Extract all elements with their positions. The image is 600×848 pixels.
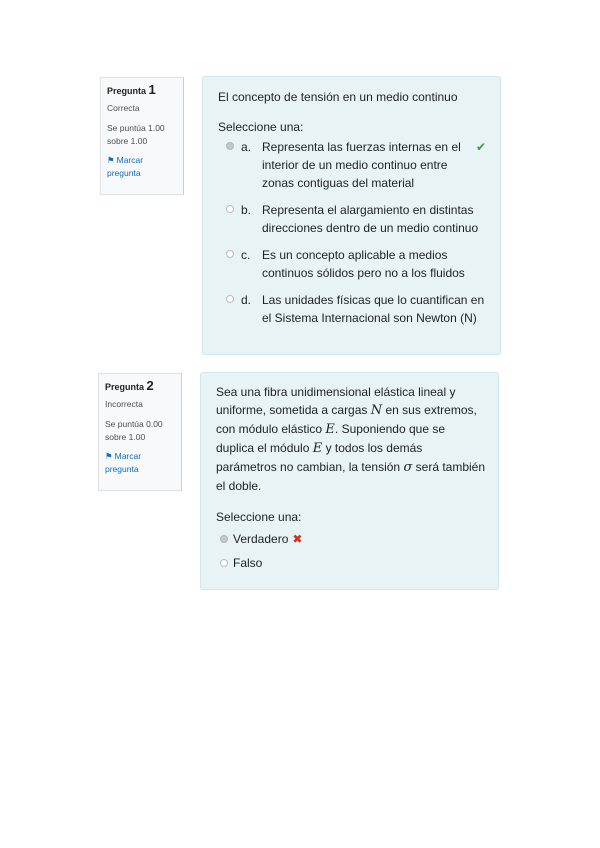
answer-option-false[interactable]: Falso bbox=[220, 554, 486, 572]
question-content bbox=[202, 76, 501, 355]
math-symbol-e: E bbox=[312, 441, 323, 456]
question-state: Incorrecta bbox=[105, 399, 143, 409]
question-text: El concepto de tensión en un medio continuo bbox=[218, 90, 458, 104]
radio-button[interactable] bbox=[226, 250, 234, 258]
check-icon: ✔ bbox=[475, 140, 486, 154]
flag-question-link[interactable]: ⚑ Marcar pregunta bbox=[105, 451, 142, 474]
cross-icon: ✖ bbox=[292, 532, 303, 546]
radio-button[interactable] bbox=[226, 295, 234, 303]
answer-option-b[interactable]: b. Representa el alargamiento en distintas direcciones dentro de un medio continuo bbox=[226, 201, 486, 237]
question-number: Pregunta 2 bbox=[105, 378, 154, 393]
radio-button[interactable] bbox=[220, 559, 228, 567]
flag-question-link[interactable]: ⚑ Marcar pregunta bbox=[107, 155, 144, 178]
answer-option-true[interactable]: Verdadero ✖ bbox=[220, 530, 486, 548]
question-info bbox=[100, 77, 184, 195]
answer-option-a[interactable]: a. Representa las fuerzas internas en el interior de un medio continuo entre zonas contiguas del material ✔ bbox=[226, 138, 486, 192]
question-info bbox=[98, 373, 182, 491]
math-symbol-n: N bbox=[370, 403, 383, 418]
answer-list bbox=[216, 530, 486, 572]
question-content bbox=[200, 372, 499, 590]
math-symbol-sigma: σ bbox=[403, 460, 413, 475]
question-text: Sea una fibra unidimensional elástica lineal y uniforme, sometida a cargas N en sus extremos, con módulo elástico E. Suponiendo que se duplica el módulo E y todos los demás parámetros no cambian, la tensión σ será también el doble. bbox=[216, 385, 486, 493]
flag-icon: ⚑ bbox=[107, 155, 115, 165]
answer-list bbox=[218, 138, 486, 327]
radio-button[interactable] bbox=[220, 535, 228, 543]
math-symbol-e: E bbox=[325, 422, 335, 437]
answer-prompt: Seleccione una: bbox=[216, 510, 302, 524]
question-grade: Se puntúa 0.00 sobre 1.00 bbox=[105, 419, 163, 442]
question-state: Correcta bbox=[107, 103, 140, 113]
flag-icon: ⚑ bbox=[105, 451, 113, 461]
radio-button[interactable] bbox=[226, 205, 234, 213]
radio-button[interactable] bbox=[226, 142, 234, 150]
answer-option-d[interactable]: d. Las unidades físicas que lo cuantifican en el Sistema Internacional son Newton (N) bbox=[226, 291, 486, 327]
question-number: Pregunta 1 bbox=[107, 82, 156, 97]
answer-prompt: Seleccione una: bbox=[218, 120, 304, 134]
question-grade: Se puntúa 1.00 sobre 1.00 bbox=[107, 123, 165, 146]
answer-option-c[interactable]: c. Es un concepto aplicable a medios continuos sólidos pero no a los fluidos bbox=[226, 246, 486, 282]
